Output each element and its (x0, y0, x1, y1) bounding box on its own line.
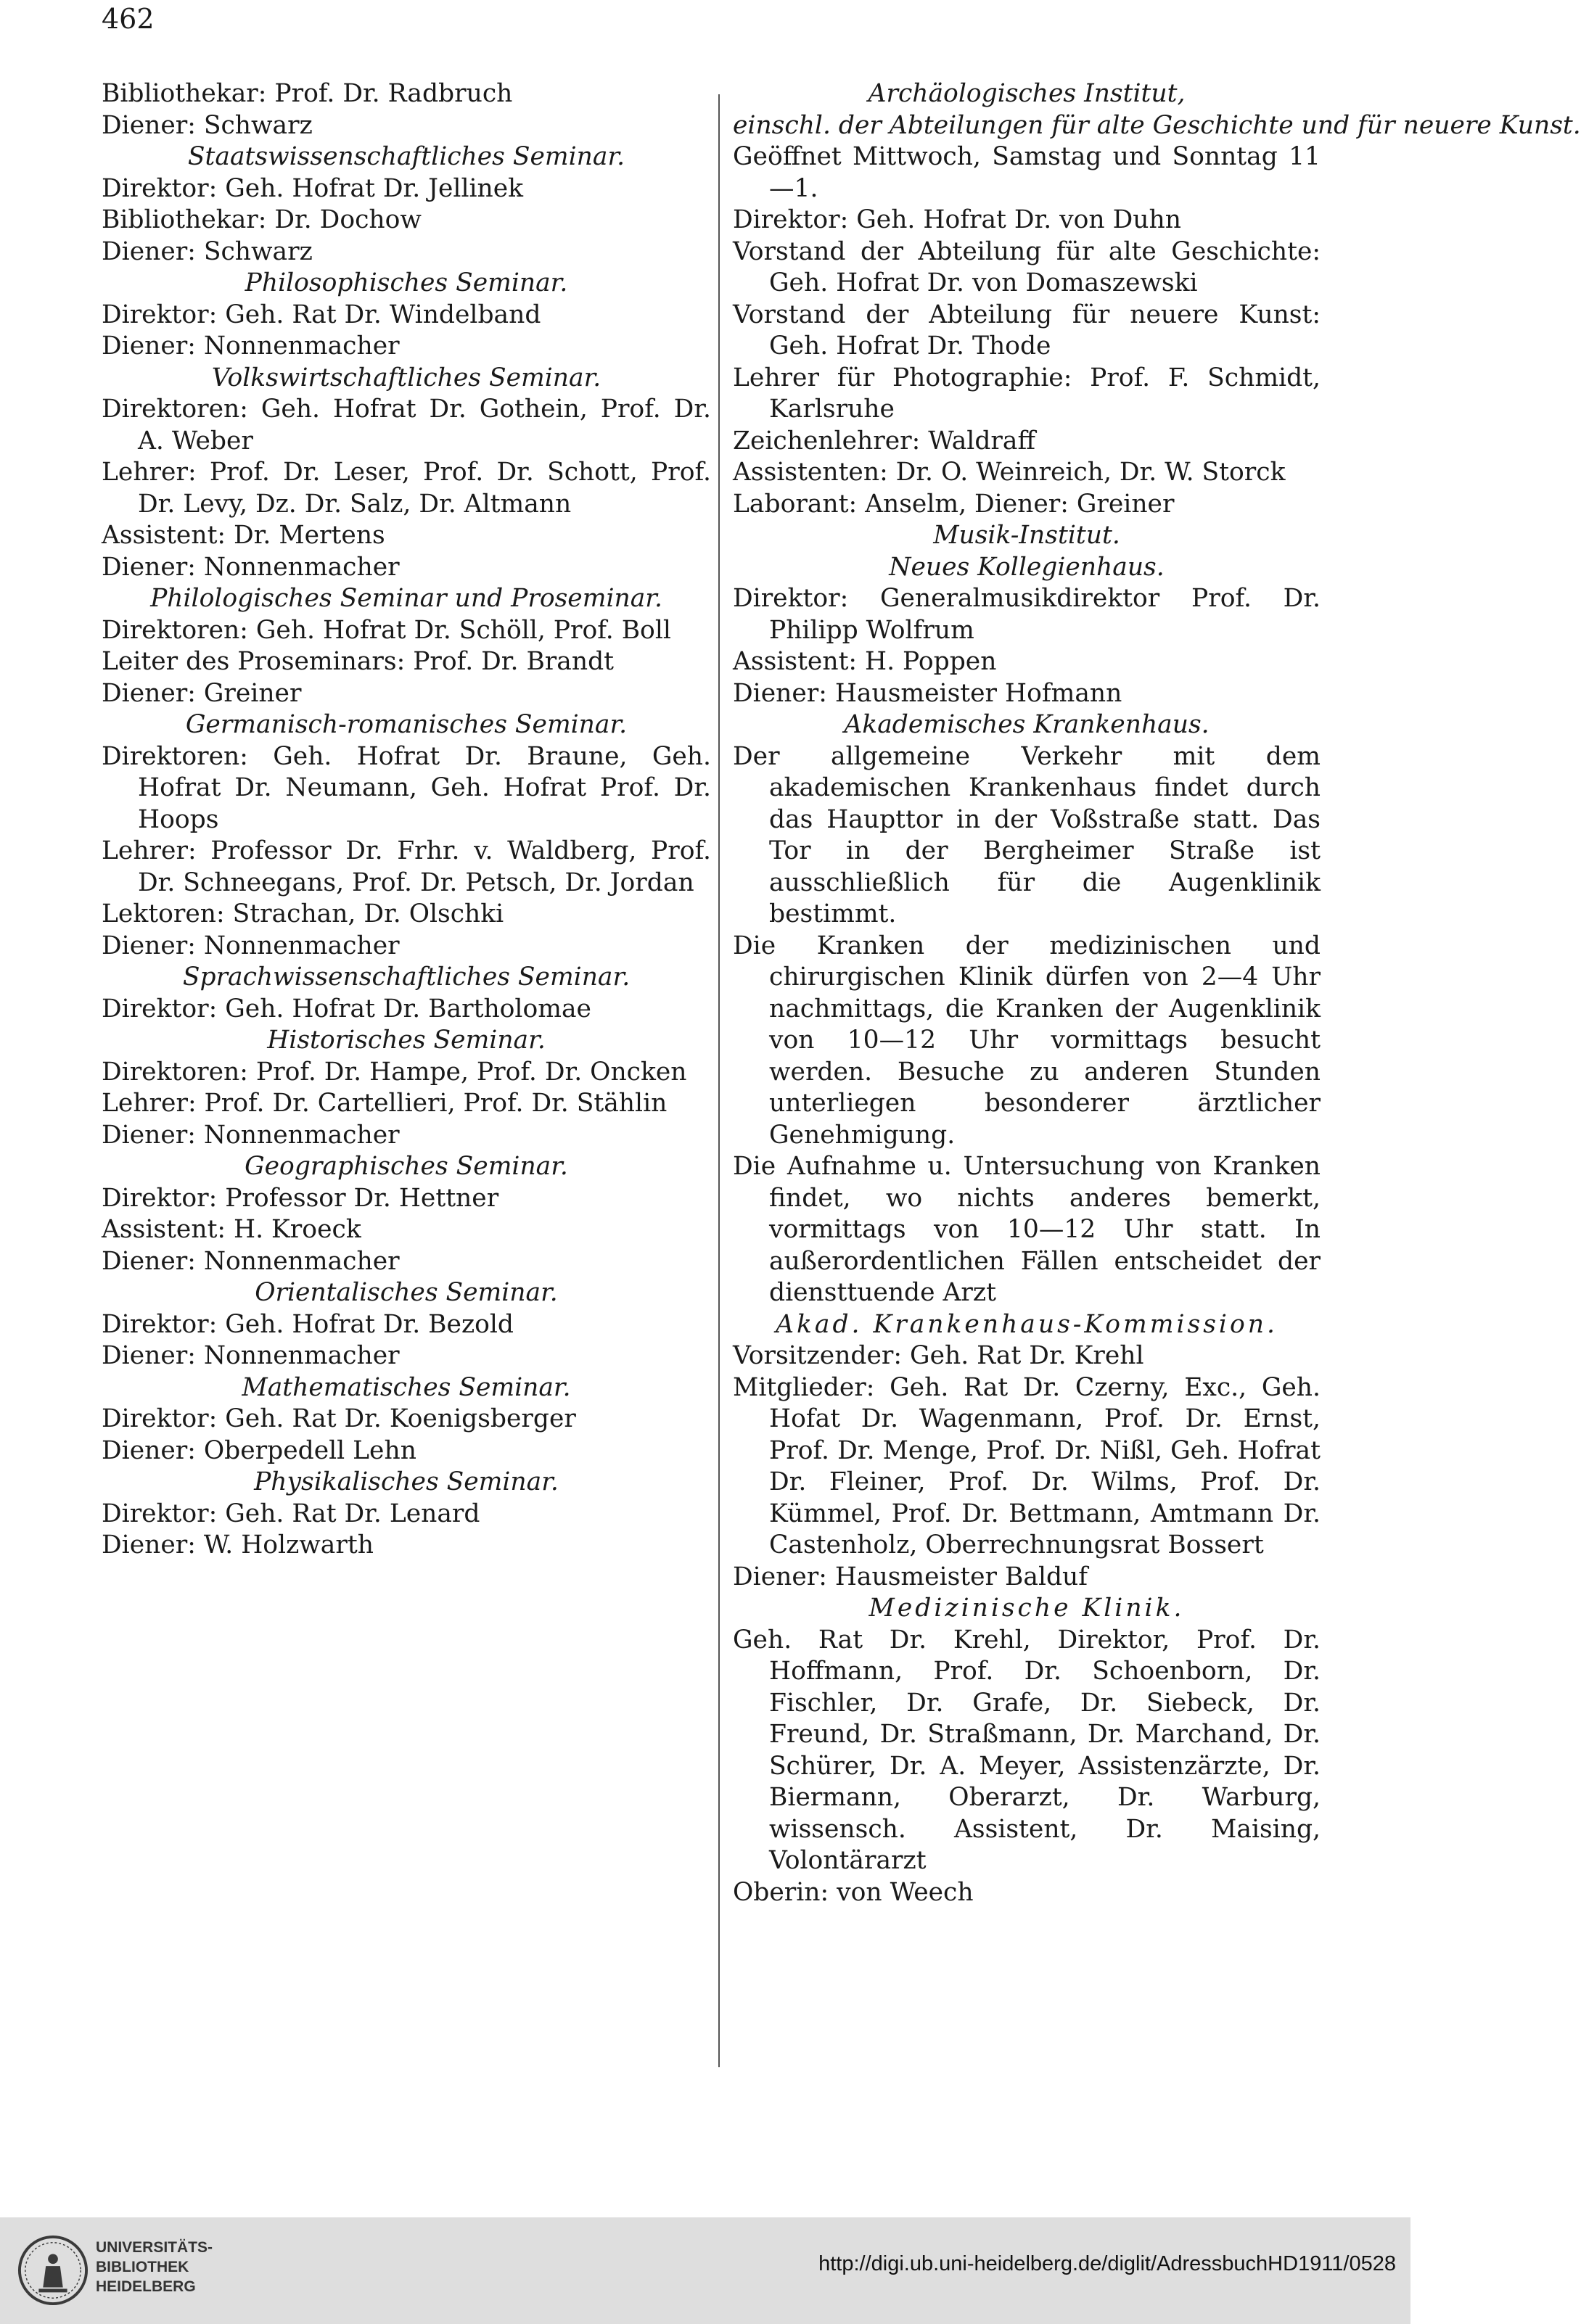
section-title: Germanisch-romanisches Seminar. (185, 710, 628, 739)
entry-line: Bibliothekar: Prof. Dr. Radbruch (102, 79, 513, 108)
entry-line: Diener: W. Holzwarth (102, 1530, 374, 1559)
entry-line: Direktor: Geh. Hofrat Dr. von Duhn (733, 205, 1181, 234)
institution-name (96, 2238, 213, 2296)
page-number: 462 (102, 3, 155, 35)
entry-line: Oberin: von Weech (733, 1877, 974, 1907)
institution-line: UNIVERSITÄTS- (96, 2239, 213, 2256)
entry-paragraph: Lehrer: Professor Dr. Frhr. v. Waldberg, Prof. Dr. Schneegans, Prof. Dr. Petsch, Dr. Jordan (102, 836, 711, 897)
entry-line: Assistenten: Dr. O. Weinreich, Dr. W. Storck (733, 458, 1286, 487)
entry-paragraph: Geh. Rat Dr. Krehl, Direktor, Prof. Dr. Hoffmann, Prof. Dr. Schoenborn, Dr. Fischler, Dr. Grafe, Dr. Siebeck, Dr. Freund, Dr. Straßmann, Dr. Marchand, Dr. Schürer, Dr. A. Meyer, Assistenzärzte, Dr. Biermann, Oberarzt, Dr. Warburg, wissensch. Assistent, Dr. Maising, Volontärarzt (733, 1625, 1321, 1875)
entry-line: Diener: Schwarz (102, 110, 313, 140)
source-url[interactable]: http://digi.ub.uni-heidelberg.de/diglit/AdressbuchHD1911/0528 (818, 2252, 1396, 2275)
entry-paragraph: Lehrer: Prof. Dr. Leser, Prof. Dr. Schott, Prof. Dr. Levy, Dz. Dr. Salz, Dr. Altmann (102, 458, 711, 519)
entry-line: Direktor: Geh. Rat Dr. Windelband (102, 300, 541, 329)
entry-line: Bibliothekar: Dr. Dochow (102, 205, 422, 234)
entry-line: Direktor: Geh. Rat Dr. Koenigsberger (102, 1404, 576, 1433)
entry-line: Direktor: Geh. Hofrat Dr. Bezold (102, 1309, 514, 1339)
entry-line: Direktor: Geh. Rat Dr. Lenard (102, 1499, 480, 1528)
entry-paragraph: Lehrer für Photographie: Prof. F. Schmidt, Karlsruhe (733, 363, 1321, 424)
right-column (733, 78, 1581, 1908)
entry-paragraph: Direktoren: Geh. Hofrat Dr. Gothein, Prof. Dr. A. Weber (102, 395, 711, 456)
entry-line: Leiter des Proseminars: Prof. Dr. Brandt (102, 647, 615, 676)
entry-line: Diener: Nonnenmacher (102, 552, 400, 582)
section-title: Akad. Krankenhaus-Kommission. (776, 1309, 1278, 1339)
entry-paragraph: Die Kranken der medizinischen und chirurgischen Klinik dürfen von 2—4 Uhr nachmittags, die Kranken der Augenklinik von 10—12 Uhr vormittags besucht werden. Besuche zu anderen Stunden unterliegen besonderer ärztlicher Genehmigung. (733, 931, 1321, 1150)
entry-paragraph: Der allgemeine Verkehr mit dem akademischen Krankenhaus findet durch das Haupttor in der Voßstraße statt. Das Tor in der Bergheimer Straße ist ausschließlich für die Augenklinik bestimmt. (733, 741, 1321, 928)
institution-line: HEIDELBERG (96, 2278, 196, 2295)
entry-line: Assistent: H. Poppen (733, 647, 997, 676)
entry-line: Diener: Hausmeister Balduf (733, 1562, 1088, 1591)
entry-line: Diener: Schwarz (102, 236, 313, 266)
section-title: Volkswirtschaftliches Seminar. (211, 363, 601, 392)
section-title: Philosophisches Seminar. (245, 268, 568, 297)
section-title: Philologisches Seminar und Proseminar. (150, 584, 662, 613)
section-title: Neues Kollegienhaus. (889, 552, 1165, 582)
entry-paragraph: Vorstand der Abteilung für neuere Kunst: Geh. Hofrat Dr. Thode (733, 300, 1321, 360)
entry-line: Direktor: Geh. Hofrat Dr. Jellinek (102, 173, 524, 203)
section-title: Akademisches Krankenhaus. (844, 710, 1210, 739)
entry-paragraph: Geöffnet Mittwoch, Samstag und Sonntag 11—1. (733, 142, 1321, 203)
entry-line: Direktor: Geh. Hofrat Dr. Bartholomae (102, 994, 591, 1023)
section-title: Historisches Seminar. (267, 1026, 546, 1055)
entry-line: Assistent: H. Kroeck (102, 1215, 361, 1244)
entry-line: Vorsitzender: Geh. Rat Dr. Krehl (733, 1341, 1144, 1370)
entry-line: Zeichenlehrer: Waldraff (733, 426, 1035, 456)
entry-paragraph: Die Aufnahme u. Untersuchung von Kranken findet, wo nichts anderes bemerkt, vormittags von 10—12 Uhr statt. In außerordentlichen Fällen entscheidet der diensttuende Arzt (733, 1152, 1321, 1307)
institution-line: BIBLIOTHEK (96, 2259, 189, 2275)
entry-line: Diener: Hausmeister Hofmann (733, 678, 1122, 708)
entry-paragraph: Direktoren: Geh. Hofrat Dr. Schöll, Prof. Boll (102, 615, 671, 645)
university-seal-icon (17, 2235, 89, 2306)
left-column (102, 78, 711, 1562)
entry-line: Diener: Nonnenmacher (102, 1341, 400, 1370)
entry-line: Diener: Nonnenmacher (102, 331, 400, 360)
entry-paragraph: Direktoren: Prof. Dr. Hampe, Prof. Dr. Oncken (102, 1057, 687, 1087)
entry-paragraph: Lehrer: Prof. Dr. Cartellieri, Prof. Dr. Stählin (102, 1089, 668, 1118)
entry-paragraph: Mitglieder: Geh. Rat Dr. Czerny, Exc., Geh. Hofat Dr. Wagenmann, Prof. Dr. Ernst, Prof. Dr. Menge, Prof. Dr. Nißl, Geh. Hofrat Dr. Fleiner, Prof. Dr. Wilms, Prof. Dr. Kümmel, Prof. Dr. Bettmann, Amtmann Dr. Castenholz, Oberrechnungsrat Bossert (733, 1372, 1321, 1559)
section-subtitle: einschl. der Abteilungen für alte Geschichte und für neuere Kunst. (733, 110, 1581, 140)
entry-paragraph: Direktor: Generalmusikdirektor Prof. Dr. Philipp Wolfrum (733, 584, 1321, 645)
entry-line: Lektoren: Strachan, Dr. Olschki (102, 899, 504, 928)
section-title: Musik-Institut. (933, 521, 1120, 550)
section-title: Orientalisches Seminar. (255, 1278, 558, 1307)
footer-bar (0, 2217, 1410, 2324)
entry-line: Direktor: Professor Dr. Hettner (102, 1183, 499, 1213)
section-title: Sprachwissenschaftliches Seminar. (182, 963, 631, 992)
column-divider (718, 94, 720, 2067)
entry-paragraph: Vorstand der Abteilung für alte Geschichte: Geh. Hofrat Dr. von Domaszewski (733, 236, 1321, 297)
section-title: Physikalisches Seminar. (254, 1467, 559, 1496)
section-title: Archäologisches Institut, (868, 79, 1186, 108)
section-title: Mathematisches Seminar. (242, 1372, 571, 1402)
entry-line: Diener: Nonnenmacher (102, 1120, 400, 1150)
section-title: Staatswissenschaftliches Seminar. (187, 142, 625, 171)
entry-line: Laborant: Anselm, Diener: Greiner (733, 489, 1175, 519)
entry-line: Diener: Nonnenmacher (102, 1246, 400, 1276)
entry-line: Diener: Greiner (102, 678, 302, 708)
section-title: Medizinische Klinik. (868, 1594, 1185, 1623)
entry-paragraph: Direktoren: Geh. Hofrat Dr. Braune, Geh. Hofrat Dr. Neumann, Geh. Hofrat Prof. Dr. Hoops (102, 741, 711, 834)
entry-line: Assistent: Dr. Mertens (102, 521, 385, 550)
entry-line: Diener: Nonnenmacher (102, 931, 400, 960)
section-title: Geographisches Seminar. (245, 1152, 568, 1181)
entry-line: Diener: Oberpedell Lehn (102, 1435, 416, 1465)
